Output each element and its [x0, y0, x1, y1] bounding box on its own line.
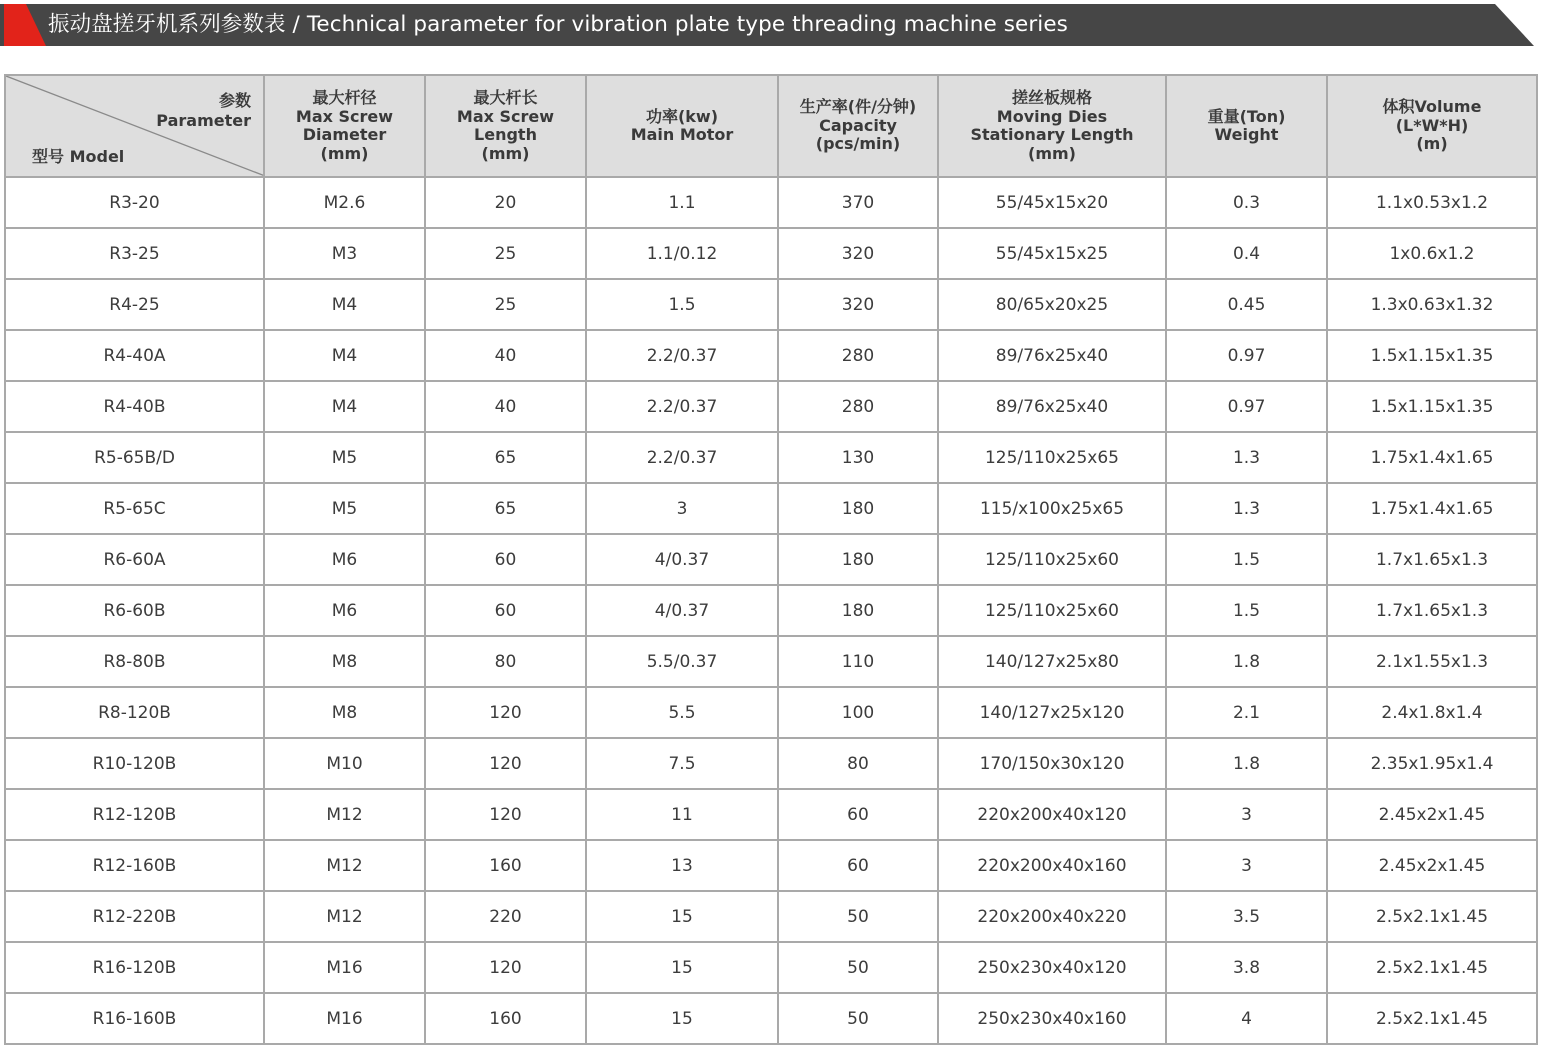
table-cell: 2.5x2.1x1.45: [1327, 942, 1537, 993]
title-banner: [0, 0, 1546, 50]
table-cell: 120: [425, 789, 586, 840]
table-cell: 2.35x1.95x1.4: [1327, 738, 1537, 789]
table-cell: 2.45x2x1.45: [1327, 840, 1537, 891]
table-cell: 2.5x2.1x1.45: [1327, 993, 1537, 1044]
column-header: [1166, 75, 1327, 177]
page-title: 振动盘搓牙机系列参数表 / Technical parameter for vibration plate type threading machine series: [48, 12, 1068, 37]
table-row: [5, 942, 1537, 993]
table-cell: 320: [778, 279, 938, 330]
table-cell: 250x230x40x160: [938, 993, 1166, 1044]
table-cell: 1.5x1.15x1.35: [1327, 330, 1537, 381]
table-cell: 55/45x15x20: [938, 177, 1166, 228]
table-cell: 2.5x2.1x1.45: [1327, 891, 1537, 942]
table-body: [5, 177, 1537, 1044]
table-cell: 3: [586, 483, 778, 534]
table-cell: 120: [425, 942, 586, 993]
table-row: [5, 891, 1537, 942]
table-cell: M6: [264, 534, 425, 585]
table-cell: 3: [1166, 840, 1327, 891]
table-cell: 60: [425, 534, 586, 585]
table-cell: 120: [425, 687, 586, 738]
table-cell: 1.7x1.65x1.3: [1327, 534, 1537, 585]
table-cell: 2.4x1.8x1.4: [1327, 687, 1537, 738]
table-cell: 15: [586, 891, 778, 942]
model-label: 型号 Model: [32, 147, 125, 166]
column-header-line: 搓丝板规格: [1011, 88, 1092, 107]
column-header: [1327, 75, 1537, 177]
table-cell: M4: [264, 279, 425, 330]
table-cell: 15: [586, 942, 778, 993]
table-cell: 50: [778, 891, 938, 942]
table-cell: 0.4: [1166, 228, 1327, 279]
table-cell: M16: [264, 993, 425, 1044]
column-header: [264, 75, 425, 177]
model-cell: R16-160B: [5, 993, 264, 1044]
column-header-line: Weight: [1214, 125, 1279, 144]
table-row: [5, 840, 1537, 891]
table-cell: 1.1/0.12: [586, 228, 778, 279]
column-header-line: Max Screw: [295, 106, 394, 126]
model-cell: R8-80B: [5, 636, 264, 687]
table-cell: M4: [264, 381, 425, 432]
table-cell: 55/45x15x25: [938, 228, 1166, 279]
table-cell: 220x200x40x120: [938, 789, 1166, 840]
column-header-line: Diameter: [302, 125, 387, 144]
table-row: [5, 228, 1537, 279]
table-cell: 2.2/0.37: [586, 432, 778, 483]
parameter-label-en: Parameter: [156, 111, 251, 130]
table-cell: 140/127x25x80: [938, 636, 1166, 687]
table-cell: 65: [425, 483, 586, 534]
table-cell: M2.6: [264, 177, 425, 228]
table-cell: 2.1: [1166, 687, 1327, 738]
table-cell: 280: [778, 330, 938, 381]
table-cell: 1.5x1.15x1.35: [1327, 381, 1537, 432]
table-cell: 15: [586, 993, 778, 1044]
column-header-line: Stationary Length: [970, 125, 1134, 144]
column-header-line: 最大杆长: [473, 88, 538, 107]
column-header-line: (m): [1416, 134, 1448, 154]
table-cell: 1x0.6x1.2: [1327, 228, 1537, 279]
table-cell: 180: [778, 534, 938, 585]
table-row: [5, 177, 1537, 228]
table-cell: 1.1x0.53x1.2: [1327, 177, 1537, 228]
column-header-line: 功率(kw): [645, 106, 719, 126]
table-cell: 120: [425, 738, 586, 789]
table-row: [5, 687, 1537, 738]
column-header: [778, 75, 938, 177]
column-header-line: Max Screw: [456, 106, 555, 126]
table-cell: 1.5: [1166, 585, 1327, 636]
model-cell: R16-120B: [5, 942, 264, 993]
table-row: [5, 381, 1537, 432]
table-cell: 4/0.37: [586, 534, 778, 585]
table-cell: 160: [425, 840, 586, 891]
model-cell: R6-60A: [5, 534, 264, 585]
column-header-line: Length: [474, 125, 537, 144]
table-cell: 3: [1166, 789, 1327, 840]
table-cell: M5: [264, 432, 425, 483]
spec-table-wrapper: [4, 74, 1536, 1045]
column-header-line: (mm): [1028, 143, 1076, 163]
table-cell: 60: [778, 789, 938, 840]
column-header-line: (L*W*H): [1395, 115, 1469, 135]
model-cell: R12-120B: [5, 789, 264, 840]
table-row: [5, 330, 1537, 381]
table-row: [5, 432, 1537, 483]
table-cell: 40: [425, 330, 586, 381]
table-cell: M5: [264, 483, 425, 534]
table-cell: 80: [425, 636, 586, 687]
table-cell: 100: [778, 687, 938, 738]
table-cell: 50: [778, 993, 938, 1044]
table-cell: 320: [778, 228, 938, 279]
table-cell: 1.3: [1166, 483, 1327, 534]
table-row: [5, 993, 1537, 1044]
table-cell: 125/110x25x60: [938, 534, 1166, 585]
model-cell: R4-40A: [5, 330, 264, 381]
table-cell: 280: [778, 381, 938, 432]
table-cell: 130: [778, 432, 938, 483]
table-cell: M4: [264, 330, 425, 381]
table-cell: M3: [264, 228, 425, 279]
table-row: [5, 789, 1537, 840]
column-header-line: Main Motor: [630, 125, 734, 144]
table-cell: 1.8: [1166, 636, 1327, 687]
table-row: [5, 585, 1537, 636]
model-cell: R5-65C: [5, 483, 264, 534]
table-cell: 7.5: [586, 738, 778, 789]
corner-header-cell: [5, 75, 264, 177]
table-cell: 1.75x1.4x1.65: [1327, 432, 1537, 483]
table-cell: 60: [778, 840, 938, 891]
table-cell: 50: [778, 942, 938, 993]
table-cell: 2.2/0.37: [586, 381, 778, 432]
header-row: [5, 75, 1537, 177]
table-cell: 115/x100x25x65: [938, 483, 1166, 534]
table-cell: 220x200x40x160: [938, 840, 1166, 891]
table-cell: M12: [264, 891, 425, 942]
table-cell: 0.45: [1166, 279, 1327, 330]
column-header-line: (pcs/min): [815, 134, 901, 154]
table-cell: 220: [425, 891, 586, 942]
table-row: [5, 279, 1537, 330]
column-header-line: 重量(Ton): [1207, 106, 1286, 126]
table-cell: 110: [778, 636, 938, 687]
table-cell: 125/110x25x65: [938, 432, 1166, 483]
table-cell: 3.8: [1166, 942, 1327, 993]
model-cell: R8-120B: [5, 687, 264, 738]
column-header-line: Capacity: [819, 115, 897, 135]
parameter-label-cn: 参数: [218, 91, 251, 110]
model-cell: R10-120B: [5, 738, 264, 789]
table-cell: M8: [264, 687, 425, 738]
table-row: [5, 483, 1537, 534]
table-cell: 125/110x25x60: [938, 585, 1166, 636]
table-cell: 1.5: [1166, 534, 1327, 585]
table-cell: 250x230x40x120: [938, 942, 1166, 993]
table-cell: M12: [264, 789, 425, 840]
table-cell: 89/76x25x40: [938, 330, 1166, 381]
table-cell: 80/65x20x25: [938, 279, 1166, 330]
column-header-line: 生产率(件/分钟): [799, 97, 917, 117]
table-cell: 65: [425, 432, 586, 483]
model-cell: R6-60B: [5, 585, 264, 636]
column-header-line: 最大杆径: [312, 88, 377, 107]
column-header: [425, 75, 586, 177]
spec-table: [4, 74, 1538, 1045]
model-cell: R4-40B: [5, 381, 264, 432]
table-cell: M10: [264, 738, 425, 789]
table-cell: M6: [264, 585, 425, 636]
table-cell: 1.75x1.4x1.65: [1327, 483, 1537, 534]
table-cell: 1.8: [1166, 738, 1327, 789]
table-cell: 89/76x25x40: [938, 381, 1166, 432]
table-cell: 370: [778, 177, 938, 228]
table-row: [5, 636, 1537, 687]
table-cell: 80: [778, 738, 938, 789]
column-header: [938, 75, 1166, 177]
table-cell: M12: [264, 840, 425, 891]
table-cell: 1.7x1.65x1.3: [1327, 585, 1537, 636]
table-cell: 2.45x2x1.45: [1327, 789, 1537, 840]
table-cell: 1.1: [586, 177, 778, 228]
table-cell: 1.3: [1166, 432, 1327, 483]
table-cell: 60: [425, 585, 586, 636]
table-cell: 140/127x25x120: [938, 687, 1166, 738]
model-cell: R4-25: [5, 279, 264, 330]
table-cell: 2.1x1.55x1.3: [1327, 636, 1537, 687]
table-cell: 11: [586, 789, 778, 840]
table-cell: 4/0.37: [586, 585, 778, 636]
table-cell: 20: [425, 177, 586, 228]
table-cell: 0.3: [1166, 177, 1327, 228]
table-cell: 170/150x30x120: [938, 738, 1166, 789]
table-cell: 3.5: [1166, 891, 1327, 942]
table-cell: M16: [264, 942, 425, 993]
column-header-line: (mm): [481, 143, 530, 163]
table-cell: 180: [778, 483, 938, 534]
table-cell: 1.5: [586, 279, 778, 330]
table-cell: 25: [425, 228, 586, 279]
table-cell: 180: [778, 585, 938, 636]
model-cell: R3-20: [5, 177, 264, 228]
model-cell: R12-220B: [5, 891, 264, 942]
column-header-line: (mm): [320, 143, 369, 163]
table-cell: 5.5: [586, 687, 778, 738]
table-cell: 25: [425, 279, 586, 330]
model-cell: R5-65B/D: [5, 432, 264, 483]
table-cell: 0.97: [1166, 330, 1327, 381]
table-cell: 1.3x0.63x1.32: [1327, 279, 1537, 330]
table-cell: 160: [425, 993, 586, 1044]
table-row: [5, 738, 1537, 789]
table-cell: 4: [1166, 993, 1327, 1044]
table-cell: 2.2/0.37: [586, 330, 778, 381]
table-cell: 0.97: [1166, 381, 1327, 432]
model-cell: R12-160B: [5, 840, 264, 891]
table-cell: 220x200x40x220: [938, 891, 1166, 942]
column-header-line: 体积Volume: [1382, 97, 1482, 117]
table-cell: 40: [425, 381, 586, 432]
table-cell: M8: [264, 636, 425, 687]
table-cell: 5.5/0.37: [586, 636, 778, 687]
table-cell: 13: [586, 840, 778, 891]
column-header-line: Moving Dies: [996, 106, 1108, 126]
model-cell: R3-25: [5, 228, 264, 279]
column-header: [586, 75, 778, 177]
table-row: [5, 534, 1537, 585]
